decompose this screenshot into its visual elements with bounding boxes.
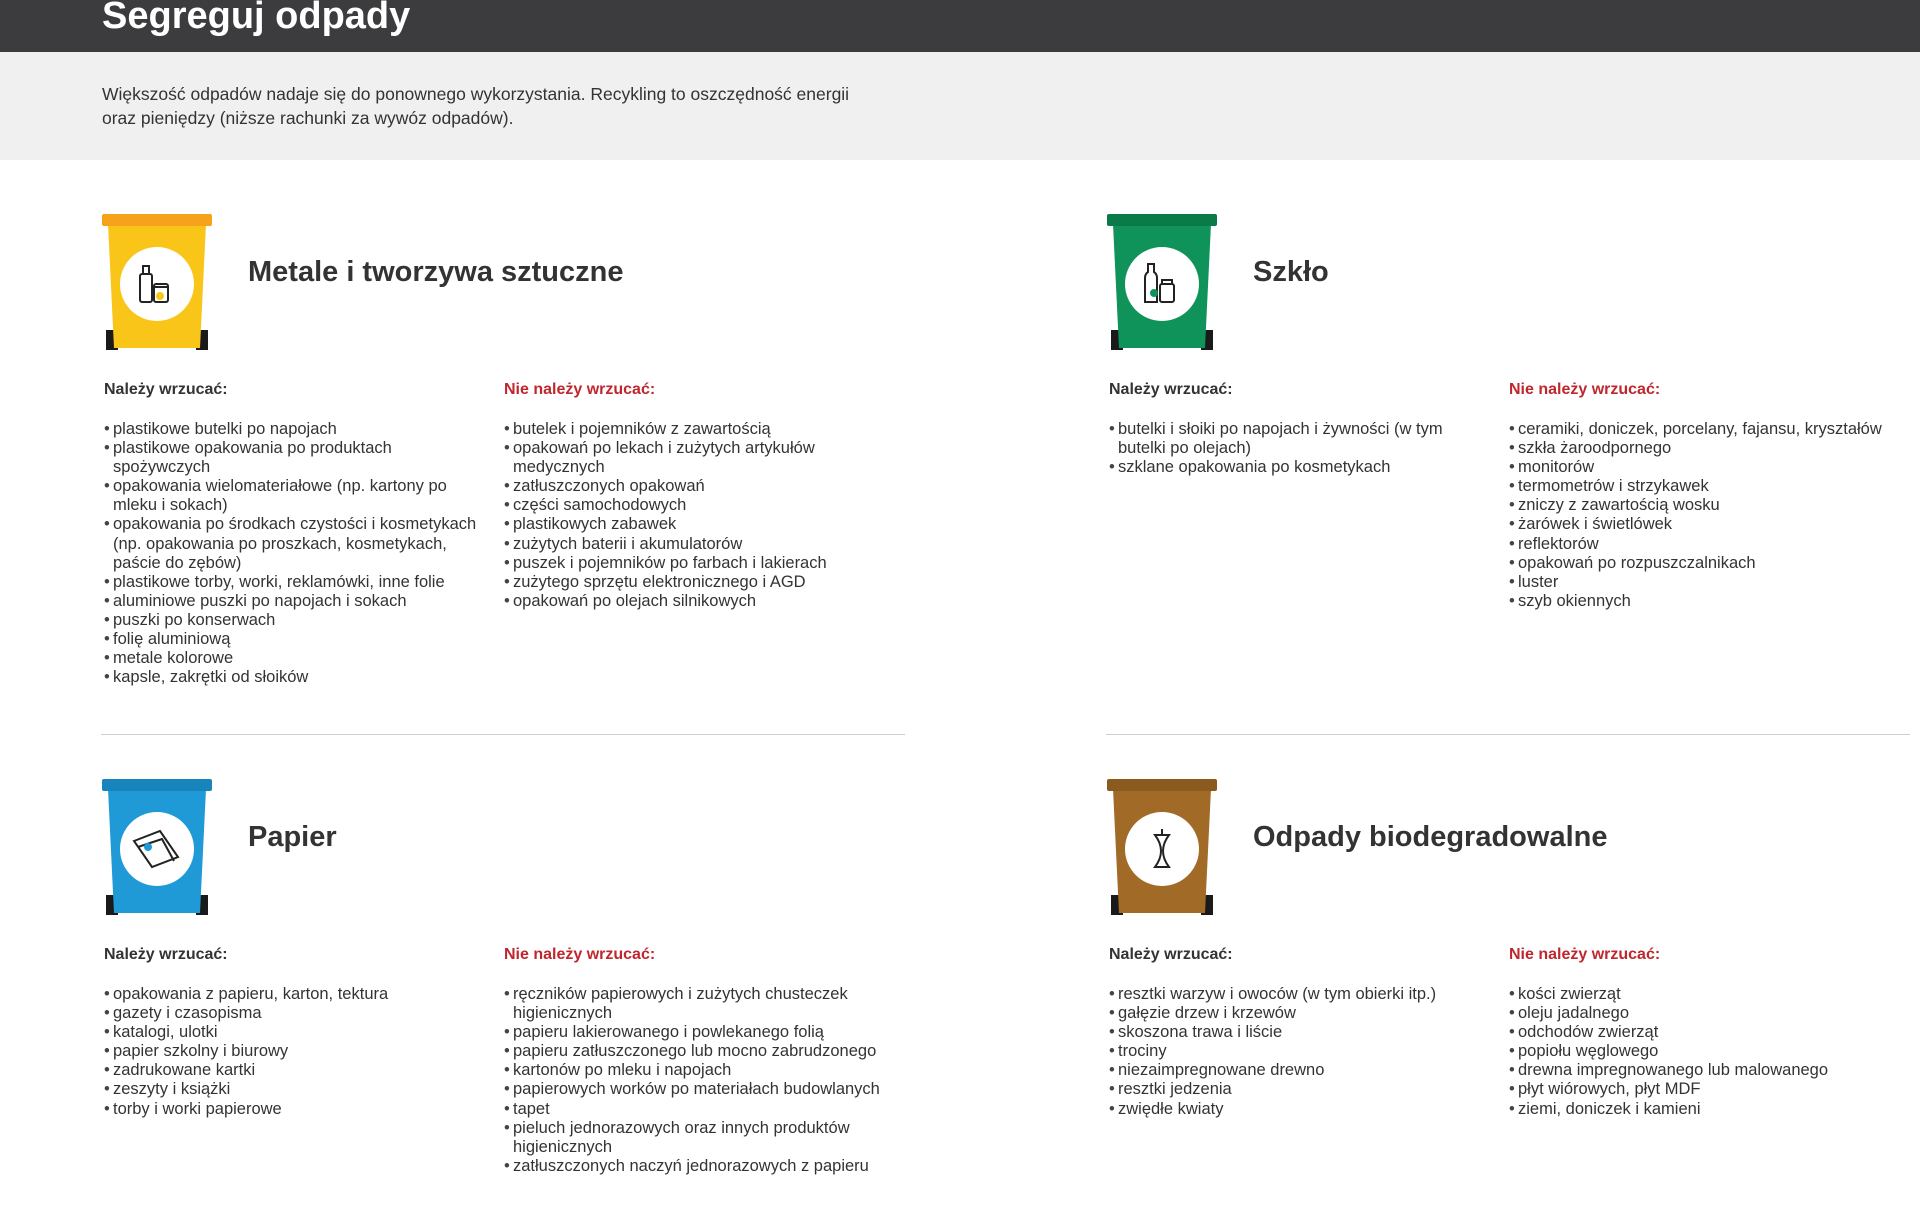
list-item: • termometrów i strzykawek (1509, 477, 1909, 496)
list-item: • monitorów (1509, 458, 1909, 477)
section-divider (1106, 734, 1910, 735)
list-item: • reflektorów (1509, 535, 1909, 554)
list-item: • butelki i słoiki po napojach i żywności (w tym butelki po olejach) (1109, 420, 1489, 458)
allowed-column (104, 380, 484, 687)
list-item: • gazety i czasopisma (104, 1004, 484, 1023)
list-item: • butelek i pojemników z zawartością (504, 420, 904, 439)
allowed-heading: Należy wrzucać: (104, 946, 228, 963)
list-item: • ziemi, doniczek i kamieni (1509, 1100, 1909, 1119)
forbidden-column (504, 945, 904, 1176)
list-item: • niezaimpregnowane drewno (1109, 1061, 1489, 1080)
list-item: • puszki po konserwach (104, 611, 484, 630)
list-item: • skoszona trawa i liście (1109, 1023, 1489, 1042)
list-item: • kartonów po mleku i napojach (504, 1061, 904, 1080)
forbidden-heading: Nie należy wrzucać: (504, 946, 656, 963)
forbidden-column (1509, 380, 1909, 611)
list-item: • żarówek i świetlówek (1509, 515, 1909, 534)
list-item: • folię aluminiową (104, 630, 484, 649)
list-item: • kości zwierząt (1509, 985, 1909, 1004)
allowed-list (104, 985, 484, 1119)
list-item: • zatłuszczonych opakowań (504, 477, 904, 496)
list-item: • opakowania wielomateriałowe (np. kartony po mleku i sokach) (104, 477, 484, 515)
list-item: • papieru zatłuszczonego lub mocno zabrudzonego (504, 1042, 904, 1061)
list-item: • szkła żaroodpornego (1509, 439, 1909, 458)
list-item: • zadrukowane kartki (104, 1061, 484, 1080)
page-title: Segreguj odpady (102, 0, 411, 37)
list-item: • zeszyty i książki (104, 1080, 484, 1099)
forbidden-list (1509, 420, 1909, 611)
list-item: • ręczników papierowych i zużytych chusteczek higienicznych (504, 985, 904, 1023)
green-bin-icon (1107, 212, 1217, 352)
list-item: • luster (1509, 573, 1909, 592)
list-item: • ceramiki, doniczek, porcelany, fajansu, kryształów (1509, 420, 1909, 439)
allowed-column (1109, 945, 1489, 1119)
section-metals-plastics (102, 212, 952, 732)
section-paper (102, 777, 952, 1227)
list-item: • plastikowe torby, worki, reklamówki, inne folie (104, 573, 484, 592)
list-item: • opakowania po środkach czystości i kosmetykach (np. opakowania po proszkach, kosmetykach, paście do zębów) (104, 515, 484, 572)
list-item: • papieru lakierowanego i powlekanego folią (504, 1023, 904, 1042)
section-biodegradable (1107, 777, 1920, 1227)
allowed-list (1109, 985, 1489, 1119)
list-item: • zwiędłe kwiaty (1109, 1100, 1489, 1119)
list-item: • płyt wiórowych, płyt MDF (1509, 1080, 1909, 1099)
intro-line-1: Większość odpadów nadaje się do ponownego wykorzystania. Recykling to oszczędność energii (102, 84, 850, 104)
list-item: • trociny (1109, 1042, 1489, 1061)
forbidden-heading: Nie należy wrzucać: (504, 381, 656, 398)
allowed-column (104, 945, 484, 1119)
list-item: • opakowań po lekach i zużytych artykułów medycznych (504, 439, 904, 477)
intro-banner (0, 52, 1920, 160)
list-item: • części samochodowych (504, 496, 904, 515)
list-item: • szyb okiennych (1509, 592, 1909, 611)
list-item: • tapet (504, 1100, 904, 1119)
forbidden-list (504, 420, 904, 611)
forbidden-list (504, 985, 904, 1176)
forbidden-heading: Nie należy wrzucać: (1509, 946, 1661, 963)
list-item: • opakowań po rozpuszczalnikach (1509, 554, 1909, 573)
list-item: • plastikowe butelki po napojach (104, 420, 484, 439)
allowed-heading: Należy wrzucać: (1109, 381, 1233, 398)
allowed-heading: Należy wrzucać: (1109, 946, 1233, 963)
list-item: • metale kolorowe (104, 649, 484, 668)
intro-text (102, 82, 922, 130)
section-title: Odpady biodegradowalne (1253, 821, 1608, 853)
list-item: • zużytego sprzętu elektronicznego i AGD (504, 573, 904, 592)
section-title: Szkło (1253, 256, 1329, 288)
list-item: • pieluch jednorazowych oraz innych produktów higienicznych (504, 1119, 904, 1157)
list-item: • papier szkolny i biurowy (104, 1042, 484, 1061)
allowed-list (104, 420, 484, 687)
section-divider (101, 734, 905, 735)
list-item: • papierowych worków po materiałach budowlanych (504, 1080, 904, 1099)
list-item: • szklane opakowania po kosmetykach (1109, 458, 1489, 477)
list-item: • odchodów zwierząt (1509, 1023, 1909, 1042)
list-item: • drewna impregnowanego lub malowanego (1509, 1061, 1909, 1080)
forbidden-column (504, 380, 904, 611)
list-item: • plastikowe opakowania po produktach spożywczych (104, 439, 484, 477)
list-item: • gałęzie drzew i krzewów (1109, 1004, 1489, 1023)
list-item: • popiołu węglowego (1509, 1042, 1909, 1061)
allowed-list (1109, 420, 1489, 477)
list-item: • opakowania z papieru, karton, tektura (104, 985, 484, 1004)
list-item: • katalogi, ulotki (104, 1023, 484, 1042)
brown-bin-icon (1107, 777, 1217, 917)
list-item: • opakowań po olejach silnikowych (504, 592, 904, 611)
section-title: Papier (248, 821, 337, 853)
list-item: • kapsle, zakrętki od słoików (104, 668, 484, 687)
list-item: • zużytych baterii i akumulatorów (504, 535, 904, 554)
section-title: Metale i tworzywa sztuczne (248, 256, 624, 288)
list-item: • puszek i pojemników po farbach i lakierach (504, 554, 904, 573)
allowed-column (1109, 380, 1489, 477)
section-glass (1107, 212, 1920, 732)
blue-bin-icon (102, 777, 212, 917)
header-bar (0, 0, 1920, 52)
list-item: • plastikowych zabawek (504, 515, 904, 534)
list-item: • zatłuszczonych naczyń jednorazowych z papieru (504, 1157, 904, 1176)
forbidden-heading: Nie należy wrzucać: (1509, 381, 1661, 398)
allowed-heading: Należy wrzucać: (104, 381, 228, 398)
forbidden-column (1509, 945, 1909, 1119)
forbidden-list (1509, 985, 1909, 1119)
list-item: • torby i worki papierowe (104, 1100, 484, 1119)
list-item: • aluminiowe puszki po napojach i sokach (104, 592, 484, 611)
intro-line-2: oraz pieniędzy (niższe rachunki za wywóz odpadów). (102, 108, 514, 128)
list-item: • oleju jadalnego (1509, 1004, 1909, 1023)
list-item: • resztki warzyw i owoców (w tym obierki itp.) (1109, 985, 1489, 1004)
list-item: • zniczy z zawartością wosku (1509, 496, 1909, 515)
list-item: • resztki jedzenia (1109, 1080, 1489, 1099)
yellow-bin-icon (102, 212, 212, 352)
